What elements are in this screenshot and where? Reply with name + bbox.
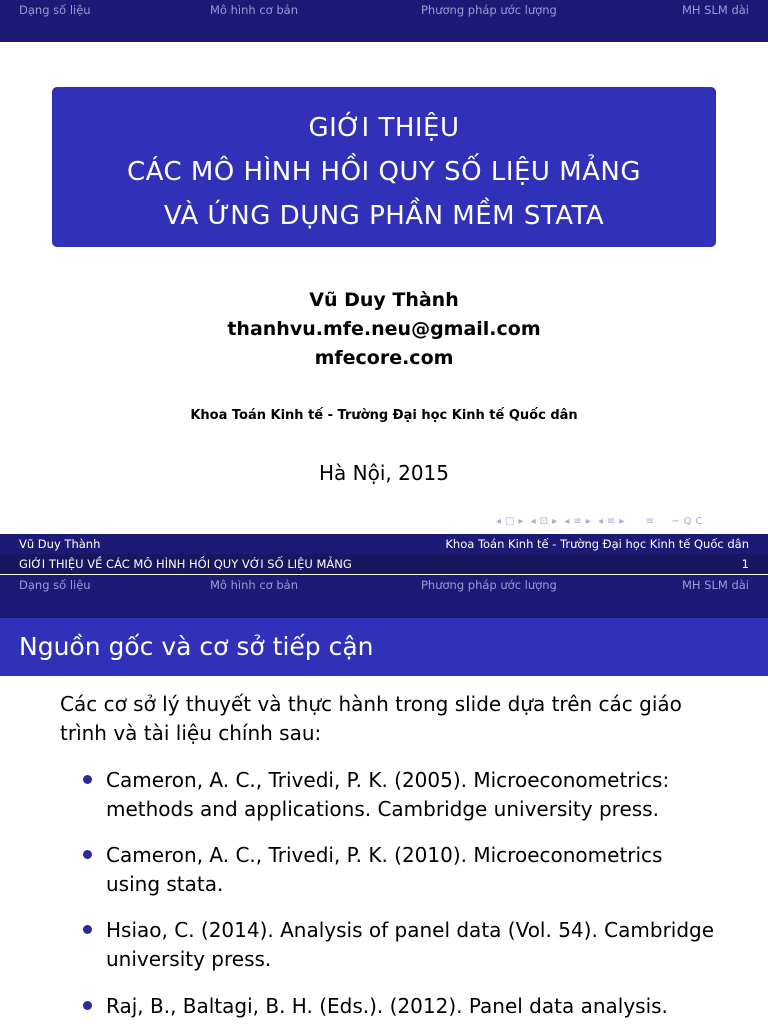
footer-row-2 bbox=[0, 554, 768, 574]
nav-next-icon[interactable]: ▸ bbox=[619, 516, 625, 527]
footer-author: Vũ Duy Thành bbox=[19, 537, 101, 551]
footer-short-title: GIỚI THIỆU VỀ CÁC MÔ HÌNH HỒI QUY VỚI SỐ LIỆU MẢNG bbox=[19, 557, 352, 571]
intro-line-1: Các cơ sở lý thuyết và thực hành trong slide dựa trên các giáo bbox=[60, 692, 682, 716]
title-box bbox=[52, 87, 716, 247]
reference-3-line-1: Hsiao, C. (2014). Analysis of panel data (Vol. 54). Cambridge bbox=[106, 918, 715, 942]
reference-4-line-1: Raj, B., Baltagi, B. H. (Eds.). (2012). Panel data analysis. bbox=[106, 994, 668, 1018]
institute: Khoa Toán Kinh tế - Trường Đại học Kinh tế Quốc dân bbox=[190, 408, 578, 423]
reference-2-line-1: Cameron, A. C., Trivedi, P. K. (2010). Microeconometrics bbox=[106, 843, 663, 867]
nav-tab-long-panel[interactable]: MH SLM dài bbox=[681, 578, 749, 592]
reference-3-line-2: university press. bbox=[106, 947, 272, 971]
nav-tab-data-types[interactable]: Dạng số liệu bbox=[19, 3, 91, 17]
title-line-3: VÀ ỨNG DỤNG PHẦN MỀM STATA bbox=[163, 201, 605, 231]
nav-tab-long-panel[interactable]: MH SLM dài bbox=[681, 3, 749, 17]
bullet-icon bbox=[83, 850, 92, 859]
nav-tab-basic-models[interactable]: Mô hình cơ bản bbox=[210, 3, 298, 17]
author-email: thanhvu.mfe.neu@gmail.com bbox=[227, 318, 541, 340]
back-icon[interactable]: ∽ bbox=[671, 516, 680, 527]
reference-1-line-1: Cameron, A. C., Trivedi, P. K. (2005). Microeconometrics: bbox=[106, 768, 670, 792]
author-website: mfecore.com bbox=[314, 347, 454, 369]
title-line-1: GIỚI THIỆU bbox=[308, 113, 460, 143]
intro-text bbox=[60, 690, 740, 748]
bullet-icon bbox=[83, 925, 92, 934]
nav-tab-estimation-methods[interactable]: Phương pháp ước lượng bbox=[421, 3, 557, 17]
search-icon[interactable]: Q bbox=[683, 516, 692, 527]
refresh-icon[interactable]: C bbox=[695, 516, 703, 527]
toc-icon[interactable]: ≡ bbox=[645, 516, 655, 527]
subsection-icon[interactable]: ⊡ bbox=[539, 516, 549, 527]
nav-tab-estimation-methods[interactable]: Phương pháp ước lượng bbox=[421, 578, 557, 592]
nav-tab-basic-models[interactable]: Mô hình cơ bản bbox=[210, 578, 298, 592]
frame-title-bar bbox=[0, 618, 768, 676]
reference-2-line-2: using stata. bbox=[106, 872, 224, 896]
nav-next-icon[interactable]: ▸ bbox=[585, 516, 591, 527]
intro-line-2: trình và tài liệu chính sau: bbox=[60, 721, 322, 745]
title-line-2: CÁC MÔ HÌNH HỒI QUY SỐ LIỆU MẢNG bbox=[126, 157, 642, 187]
slide1-nav-bar bbox=[0, 0, 768, 20]
footer-page-number: 1 bbox=[741, 557, 749, 571]
section-icon[interactable]: ≡ bbox=[573, 516, 582, 527]
bullet-icon bbox=[83, 1001, 92, 1010]
frame-title: Nguồn gốc và cơ sở tiếp cận bbox=[19, 632, 374, 661]
place-date: Hà Nội, 2015 bbox=[318, 461, 450, 485]
footer-row-1 bbox=[0, 534, 768, 554]
nav-tab-data-types[interactable]: Dạng số liệu bbox=[19, 578, 91, 592]
author-name: Vũ Duy Thành bbox=[309, 289, 459, 311]
beamer-navigation bbox=[496, 513, 764, 531]
nav-prev-icon[interactable]: ◂ bbox=[530, 516, 536, 527]
reference-1-line-2: methods and applications. Cambridge university press. bbox=[106, 797, 659, 821]
bullet-icon bbox=[83, 775, 92, 784]
document-icon[interactable]: ≡ bbox=[607, 516, 616, 527]
frame-icon[interactable]: □ bbox=[505, 516, 515, 527]
nav-prev-icon[interactable]: ◂ bbox=[496, 516, 502, 527]
nav-prev-icon[interactable]: ◂ bbox=[597, 516, 604, 527]
slide2-nav-bar bbox=[0, 575, 768, 595]
nav-next-icon[interactable]: ▸ bbox=[552, 516, 558, 527]
slide1-nav-strip bbox=[0, 20, 768, 42]
nav-prev-icon[interactable]: ◂ bbox=[564, 516, 570, 527]
nav-next-icon[interactable]: ▸ bbox=[518, 516, 524, 527]
slide2-nav-strip bbox=[0, 595, 768, 618]
footer-institute: Khoa Toán Kinh tế - Trường Đại học Kinh tế Quốc dân bbox=[445, 537, 749, 551]
